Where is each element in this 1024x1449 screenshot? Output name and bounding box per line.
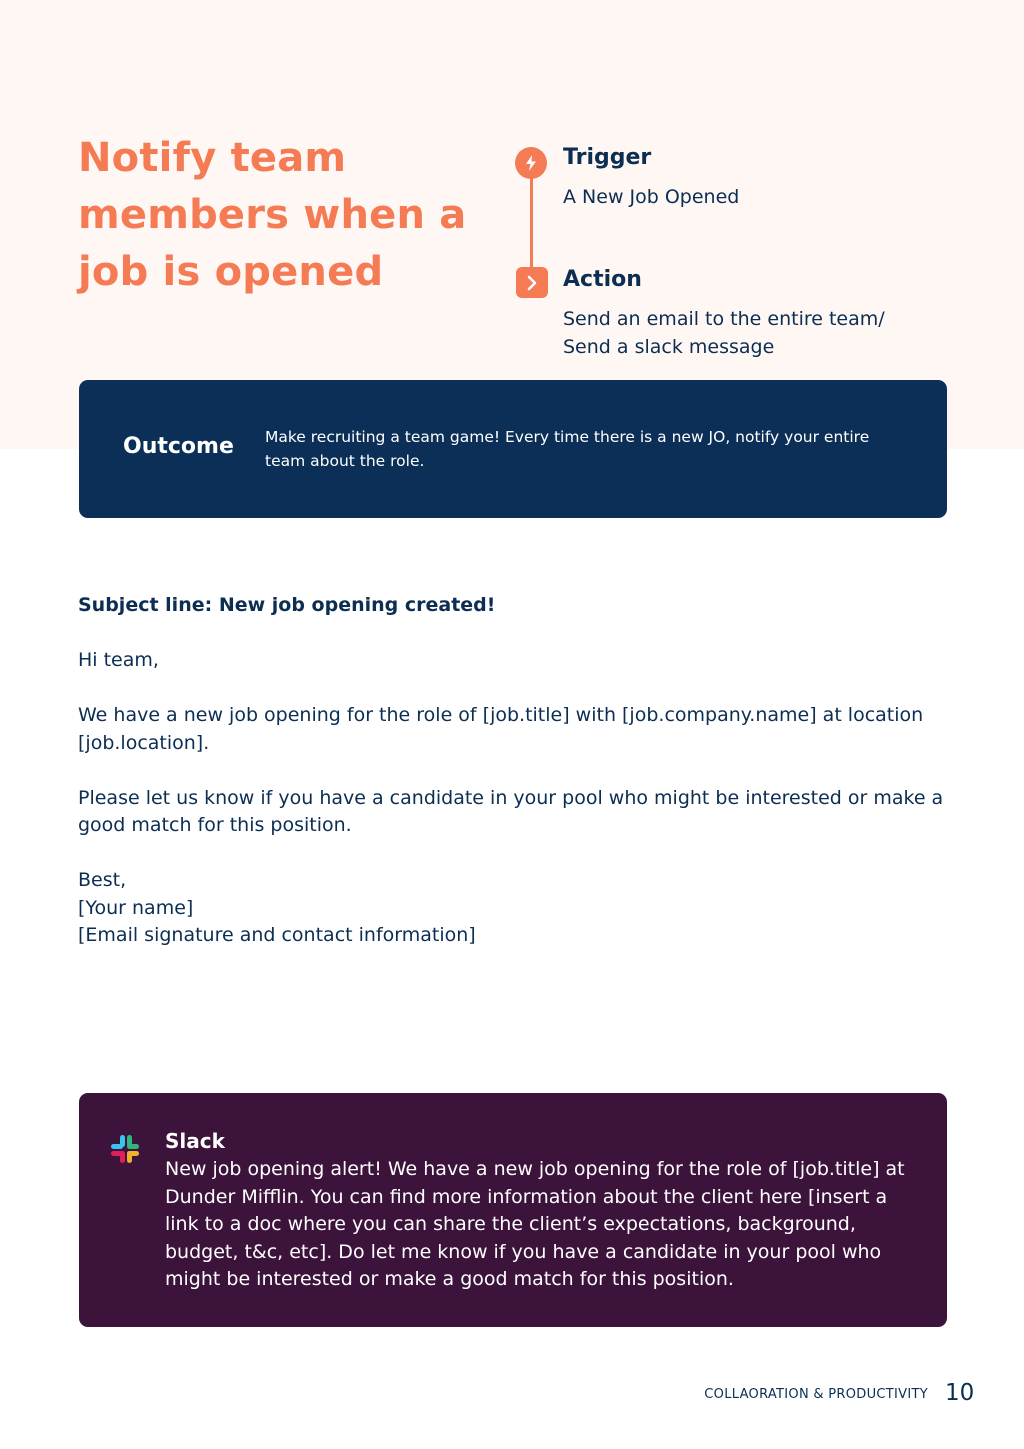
footer-section-label: COLLAORATION & PRODUCTIVITY — [704, 1387, 928, 1402]
action-text-line-2: Send a slack message — [563, 336, 775, 358]
email-template — [78, 592, 958, 977]
page-number: 10 — [945, 1380, 975, 1406]
trigger-heading: Trigger — [563, 145, 652, 170]
email-signature: [Email signature and contact information] — [78, 924, 476, 946]
workflow-connector — [530, 175, 533, 273]
trigger-text: A New Job Opened — [563, 186, 740, 208]
email-closing — [78, 867, 958, 950]
action-text — [563, 305, 885, 361]
outcome-box — [79, 380, 947, 518]
email-greeting: Hi team, — [78, 649, 159, 671]
email-signoff: Best, — [78, 869, 127, 891]
chevron-right-icon — [516, 267, 548, 298]
slack-title: Slack — [165, 1129, 225, 1153]
lightning-icon — [515, 147, 547, 179]
page-title: Notify team members when a job is opened — [78, 135, 467, 295]
email-subject: Subject line: New job opening created! — [78, 594, 496, 616]
email-paragraph-2: Please let us know if you have a candidate in your pool who might be interested or make a good match for this position. — [78, 786, 944, 836]
email-paragraph-1: We have a new job opening for the role of [job.title] with [job.company.name] at location [job.location]. — [78, 704, 924, 754]
outcome-text: Make recruiting a team game! Every time there is a new JO, notify your entire team about the role. — [265, 428, 870, 470]
outcome-label: Outcome — [123, 434, 234, 459]
slack-logo-icon — [109, 1133, 141, 1165]
action-text-line-1: Send an email to the entire team/ — [563, 308, 885, 330]
action-heading: Action — [563, 267, 642, 292]
slack-box — [79, 1093, 947, 1327]
slack-message: New job opening alert! We have a new job opening for the role of [job.title] at Dunder Mifflin. You can find more information about the client here [insert a link to a doc where you can share the client’s expectations, background, budget, t&c, etc]. Do let me know if you have a candidate in your pool who might be interested or make a good match for this position. — [165, 1158, 905, 1290]
email-name: [Your name] — [78, 896, 194, 919]
